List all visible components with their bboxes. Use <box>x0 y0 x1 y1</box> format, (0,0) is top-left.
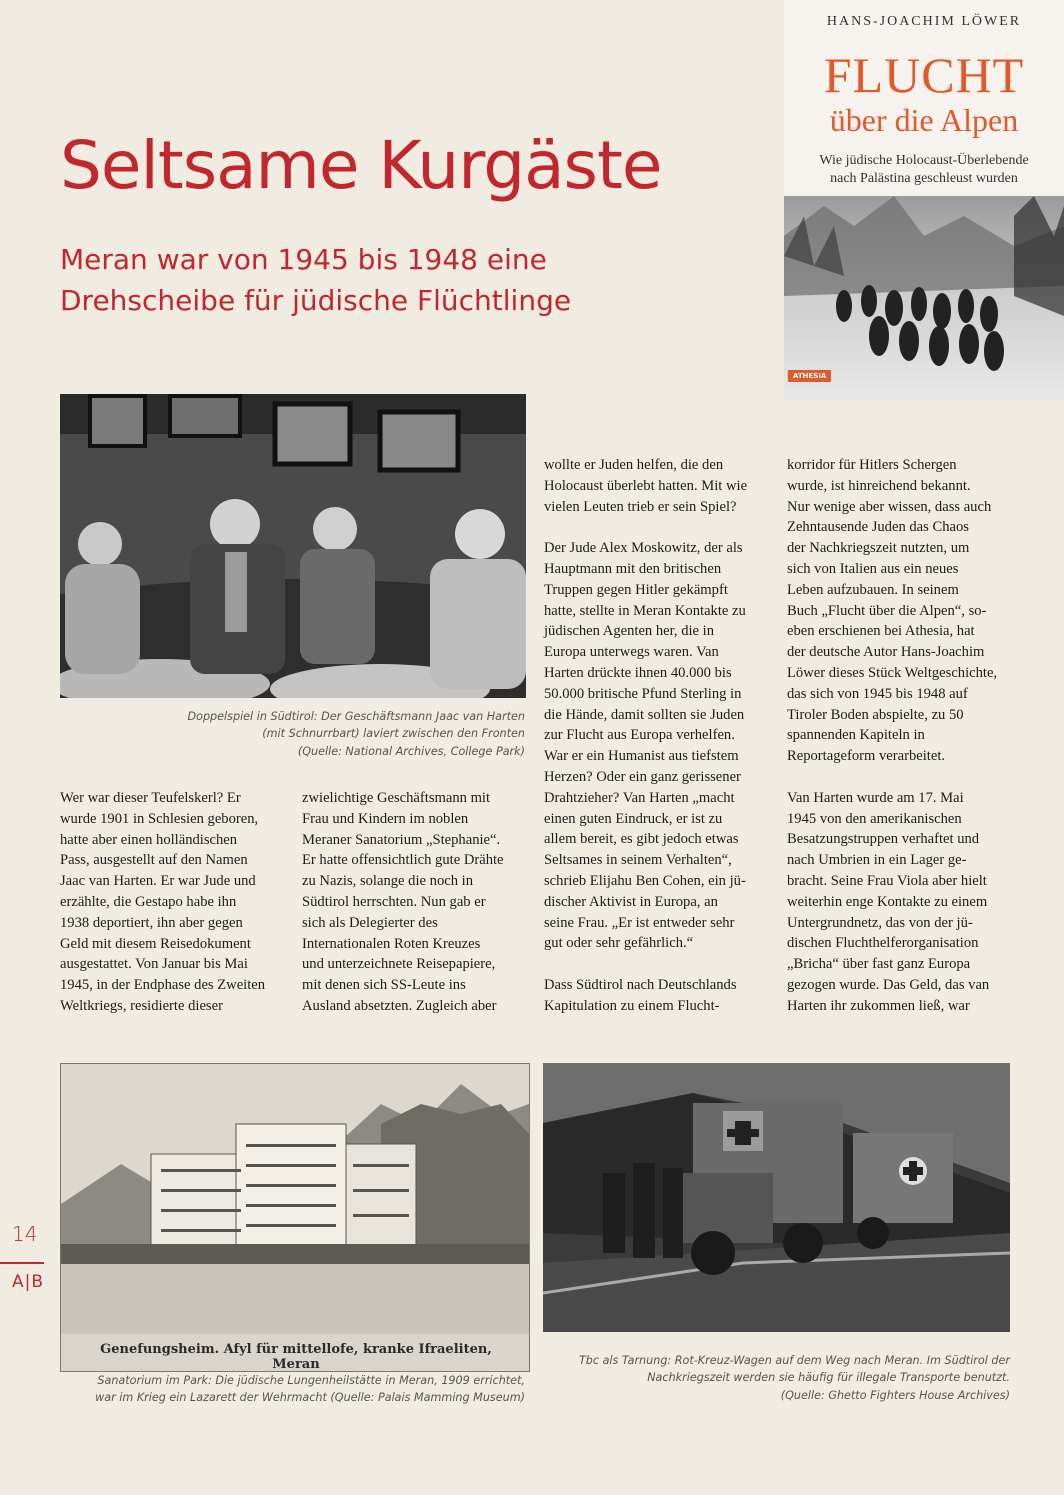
photo-caption-top: Doppelspiel in Südtirol: Der Geschäftsmann Jaac van Harten (mit Schnurrbart) laviert zwischen den Fronten (Quelle: National Archives, College Park) <box>187 710 525 758</box>
photo-red-cross-trucks <box>543 1063 1010 1332</box>
paragraph: zwielichtige Geschäftsmann mit Frau und Kindern im noblen Meraner Sanatorium „Stephanie“. Er hatte offensichtlich gute Drähte zu Nazis, solange die noch in Südtirol herrschten. Nun gab er sich als Delegierter des Internationalen Roten Kreuzes und unterzeichnete Reisepapiere, mit denen sich SS-Leute ins Ausland absetzten. Zugleich aber <box>302 790 504 1014</box>
book-title-main: FLUCHT <box>823 47 1025 103</box>
paragraph: Van Harten wurde am 17. Mai 1945 von den amerikanischen Besatzungstruppen verhaftet und nach Umbrien in ein Lager ge- bracht. Seine Frau Viola aber hielt weiterhin enge Kontakte zu einem Untergrundnetz, das von der jü- dischen Fluchthelferorganisation „Bricha“ über fast ganz Europa gezogen wurde. Das Geld, das van Harten ihr zukommen ließ, war <box>787 789 990 1014</box>
book-subtitle: Wie jüdische Holocaust-Überlebende nach Palästina geschleust wurden <box>819 153 1029 187</box>
paragraph: Der Jude Alex Moskowitz, der als Hauptmann mit den britischen Truppen gegen Hitler gekämpft hatte, stellte in Meran Kontakte zu jüdischen Agenten her, die in Europa unterwegs waren. Van Harten drückte ihnen 40.000 bis 50.000 britische Pfund Sterling in die Hände, damit sollten sie Juden zur Flucht aus Europa verhelfen. War er ein Humanist aus tiefstem Herzen? Oder ein ganz gerissener Drahtzieher? Van Harten „macht einen guten Eindruck, er ist zu allem bereit, es gibt jedoch etwas Seltsames in seinem Verhalten“, schrieb Elijahu Ben Cohen, ein jü- discher Aktivist in Europa, an seine Frau. „Er ist entweder sehr gut oder sehr gefährlich.“ <box>544 540 746 952</box>
article-column-3 <box>544 455 776 1037</box>
book-title-sub: über die Alpen <box>829 102 1019 138</box>
photo-caption-trucks: Tbc als Tarnung: Rot-Kreuz-Wagen auf dem Weg nach Meran. Im Südtirol der Nachkriegszeit werden sie häufig für illegale Transporte benutzt. (Quelle: Ghetto Fighters House Archives) <box>578 1354 1010 1402</box>
paragraph: korridor für Hitlers Schergen wurde, ist hinreichend bekannt. Nur wenige aber wissen, dass auch Zehntausende Juden das Chaos der Nachkriegszeit nutzten, um sich von Italien aus ein neues Leben aufzubauen. In seinem Buch „Flucht über die Alpen“, so- eben erschienen bei Athesia, hat der deutsche Autor Hans-Joachim Löwer dieses Stück Weltgeschichte, das sich von 1945 bis 1948 auf Tiroler Boden abspielte, zu 50 spannenden Kapiteln in Reportageform verarbeitet. <box>787 457 998 765</box>
paragraph: Dass Südtirol nach Deutschlands Kapitulation zu einem Flucht- <box>544 976 737 1014</box>
photo-caption-sanatorium: Sanatorium im Park: Die jüdische Lungenheilstätte in Meran, 1909 errichtet, war im Krieg ein Lazarett der Wehrmacht (Quelle: Palais Mamming Museum) <box>95 1374 525 1405</box>
page-number-rule <box>0 1262 44 1264</box>
page-number: 14 <box>12 1222 38 1246</box>
photo-van-harten <box>60 394 526 698</box>
book-author: HANS-JOACHIM LÖWER <box>826 14 1022 29</box>
magazine-brand: A|B <box>12 1272 45 1292</box>
article-subhead: Meran war von 1945 bis 1948 eine Drehscheibe für jüdische Flüchtlinge <box>60 243 572 317</box>
book-cover <box>784 0 1064 400</box>
photo-sanatorium <box>60 1063 530 1372</box>
article-headline: Seltsame Kurgäste <box>60 127 662 204</box>
book-publisher: ATHESIA <box>788 370 831 382</box>
paragraph: wollte er Juden helfen, die den Holocaust überlebt hatten. Mit wie vielen Leuten trieb er sein Spiel? <box>544 457 748 515</box>
article-column-2 <box>302 788 532 1038</box>
article-column-1 <box>60 788 290 1038</box>
postcard-inscription: Genefungsheim. Afyl für mittellofe, kranke Ifraeliten, Meran <box>100 1342 492 1372</box>
paragraph: Wer war dieser Teufelskerl? Er wurde 1901 in Schlesien geboren, hatte aber einen holländischen Pass, ausgestellt auf den Namen Jaac van Harten. Er war Jude und erzählte, die Gestapo habe ihn 1938 deportiert, ihn aber gegen Geld mit diesem Reisedokument ausgestattet. Von Januar bis Mai 1945, in der Endphase des Zweiten Weltkriegs, residierte dieser <box>60 790 266 1014</box>
article-column-4 <box>787 455 1027 1037</box>
